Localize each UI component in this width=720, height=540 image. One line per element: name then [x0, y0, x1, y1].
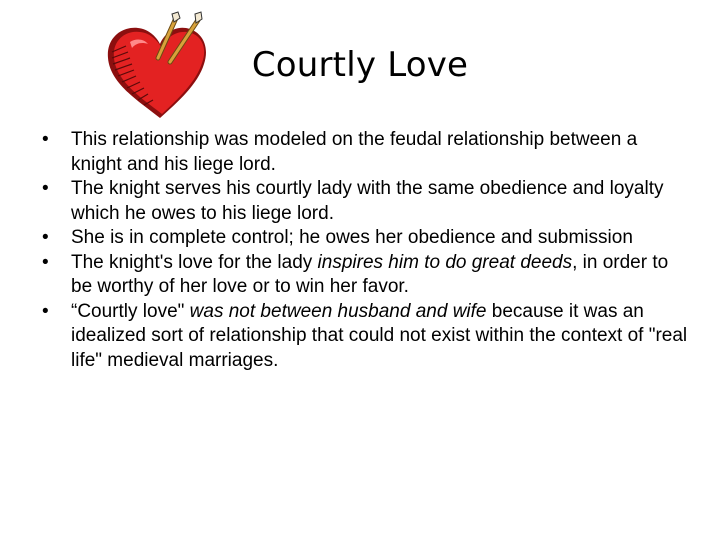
bullet-text-segment: because it was an idealized sort of relationship that could not exist within the context of "real life" medieval marriages. [71, 300, 688, 371]
bullet-text-segment: , in order to be worthy of her love or to win her favor. [71, 251, 669, 297]
bullet-text-italic: was not between husband and wife [189, 300, 487, 322]
bullet-text-segment: The knight's love for the lady [71, 251, 318, 273]
bullet-text-segment: The knight serves his courtly lady with the same obedience and loyalty which he owes to his liege lord. [71, 178, 664, 224]
bullet-list [42, 128, 692, 373]
bullet-text-segment: “Courtly love" [71, 300, 190, 322]
bullet-text [71, 301, 687, 371]
bullet-text [71, 227, 633, 248]
slide-title: Courtly Love [251, 45, 469, 85]
bullet-item [42, 251, 692, 300]
bullet-text-segment: She is in complete control; he owes her obedience and submission [71, 227, 633, 248]
bullet-text [71, 178, 663, 224]
bullet-text-italic: inspires him to do great deeds [317, 251, 573, 273]
bullet-marker: • [42, 129, 49, 150]
bullet-marker: • [42, 300, 49, 322]
bullet-text [71, 129, 637, 175]
bullet-item [42, 128, 692, 177]
bullet-text [71, 252, 668, 298]
bullet-item [42, 177, 692, 226]
bullet-item [42, 226, 692, 251]
bullet-item [42, 300, 692, 374]
bullet-marker: • [42, 178, 49, 199]
bullet-marker: • [42, 227, 49, 248]
bullet-text-segment: This relationship was modeled on the feudal relationship between a knight and his liege lord. [71, 129, 638, 175]
bullet-marker: • [42, 251, 49, 273]
